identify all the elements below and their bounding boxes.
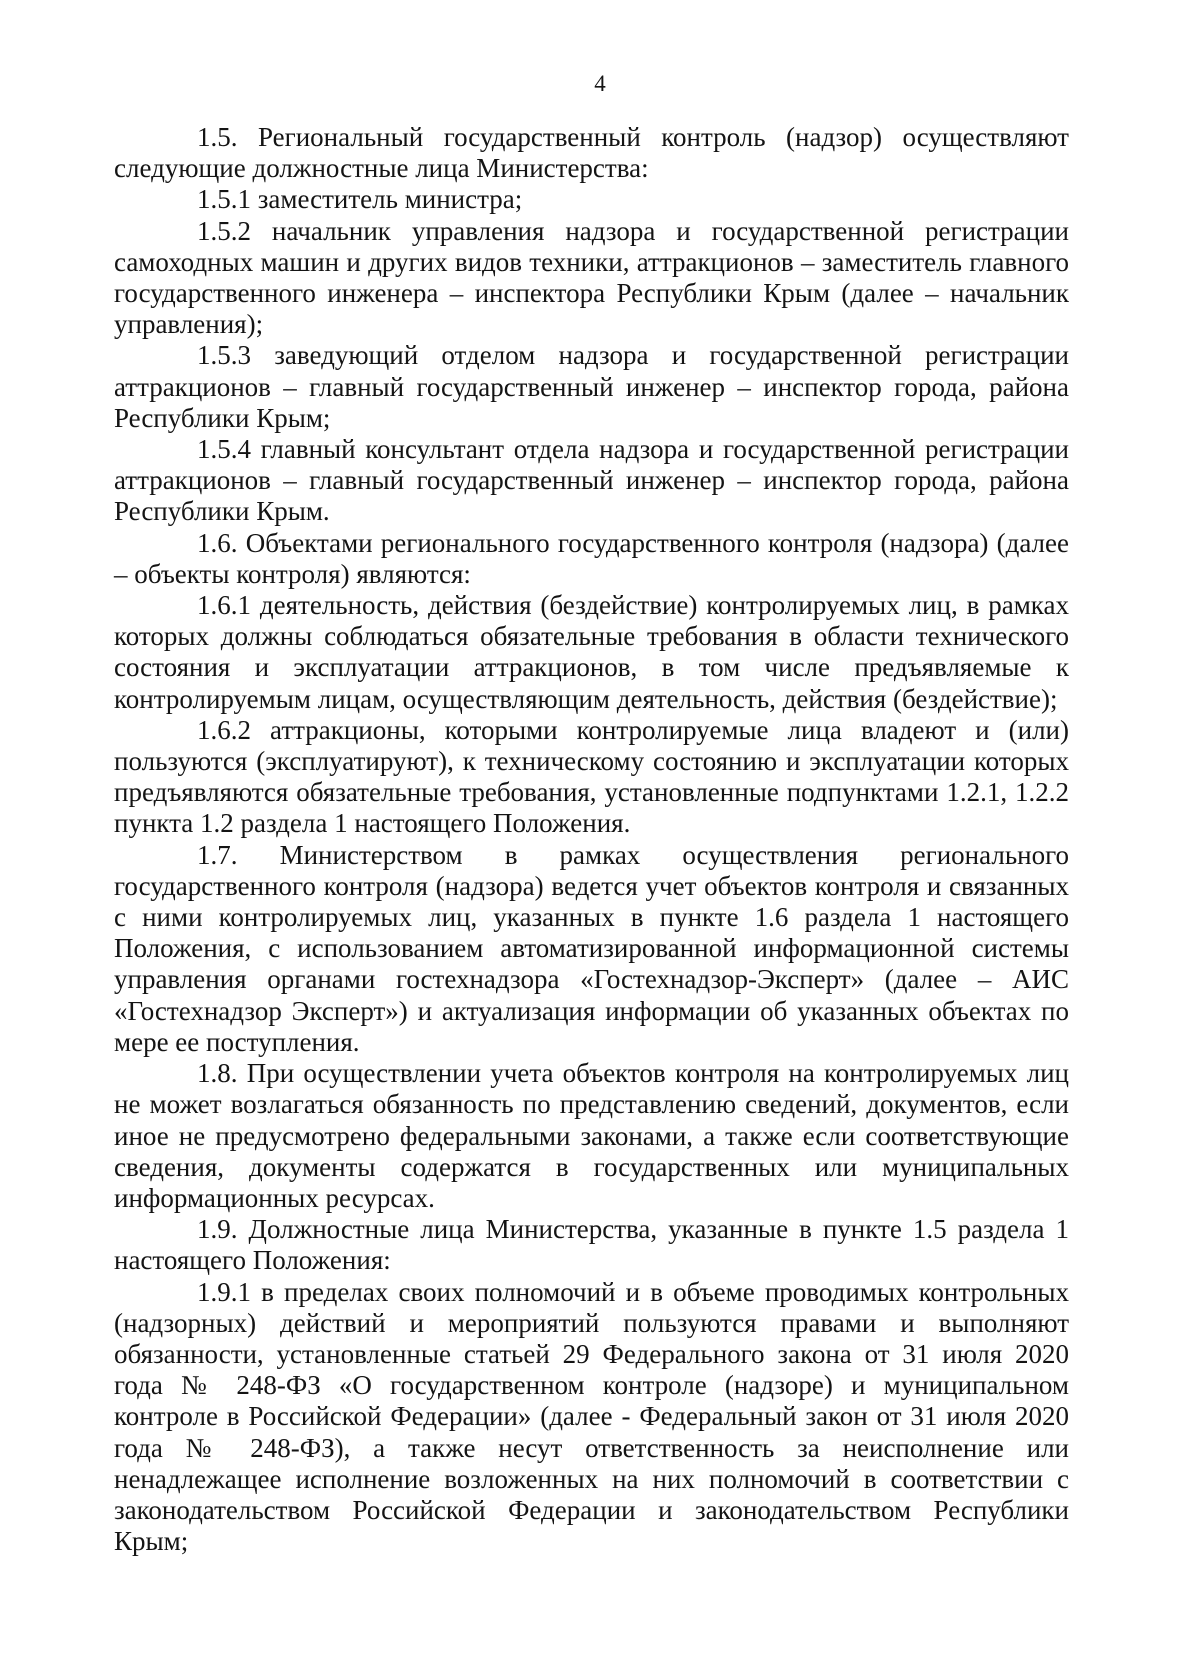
page-number: 4 bbox=[594, 71, 606, 96]
paragraph-1-5-4: 1.5.4 главный консультант отдела надзора и государственной регистрации аттракционов – главный государственный инженер – инспектор города, района Республики Крым. bbox=[114, 434, 1069, 527]
paragraph-1-8: 1.8. При осуществлении учета объектов контроля на контролируемых лиц не может возлагаться обязанность по представлению сведений, документов, если иное не предусмотрено федеральными законами, а также если соответствующие сведения, документы содержатся в государственных или муниципальных информационных ресурсах. bbox=[114, 1058, 1069, 1213]
paragraph-1-5-2: 1.5.2 начальник управления надзора и государственной регистрации самоходных машин и других видов техники, аттракционов – заместитель главного государственного инженера – инспектора Республики Крым (далее – начальник управления); bbox=[114, 215, 1069, 340]
paragraph-1-5-1: 1.5.1 заместитель министра; bbox=[197, 184, 523, 215]
paragraph-1-9: 1.9. Должностные лица Министерства, указанные в пункте 1.5 раздела 1 настоящего Положения: bbox=[114, 1214, 1069, 1276]
paragraph-1-9-1: 1.9.1 в пределах своих полномочий и в объеме проводимых контрольных (надзорных) действий и мероприятий пользуются правами и выполняют обязанности, установленные статьей 29 Федерального закона от 31 июля 2020 года № 248-ФЗ «О государственном контроле (надзоре) и муниципальном контроле в Российской Федерации» (далее - Федеральный закон от 31 июля 2020 года № 248-ФЗ), а также несут ответственность за неисполнение или ненадлежащее исполнение возложенных на них полномочий в соответствии с законодательством Российской Федерации и законодательством Республики Крым; bbox=[114, 1276, 1069, 1557]
document-body bbox=[114, 122, 1069, 1557]
paragraph-1-6-1: 1.6.1 деятельность, действия (бездействие) контролируемых лиц, в рамках которых должны соблюдаться обязательные требования в области технического состояния и эксплуатации аттракционов, в том числе предъявляемые к контролируемым лицам, осуществляющим деятельность, действия (бездействие); bbox=[114, 590, 1069, 714]
paragraph-1-5-3: 1.5.3 заведующий отделом надзора и государственной регистрации аттракционов – главный государственный инженер – инспектор города, района Республики Крым; bbox=[114, 340, 1069, 433]
paragraph-1-7: 1.7. Министерством в рамках осуществления регионального государственного контроля (надзора) ведется учет объектов контроля и связанных с ними контролируемых лиц, указанных в пункте 1.6 раздела 1 настоящего Положения, с использованием автоматизированной информационной системы управления органами гостехнадзора «Гостехнадзор-Эксперт» (далее – АИС «Гостехнадзор Эксперт») и актуализация информации об указанных объектах по мере ее поступления. bbox=[114, 839, 1069, 1057]
paragraph-1-6-2: 1.6.2 аттракционы, которыми контролируемые лица владеют и (или) пользуются (эксплуатируют), к техническому состоянию и эксплуатации которых предъявляются обязательные требования, установленные подпунктами 1.2.1, 1.2.2 пункта 1.2 раздела 1 настоящего Положения. bbox=[114, 714, 1069, 839]
paragraph-1-5: 1.5. Региональный государственный контроль (надзор) осуществляют следующие должностные лица Министерства: bbox=[114, 122, 1069, 184]
paragraph-1-6: 1.6. Объектами регионального государственного контроля (надзора) (далее – объекты контроля) являются: bbox=[114, 527, 1069, 589]
